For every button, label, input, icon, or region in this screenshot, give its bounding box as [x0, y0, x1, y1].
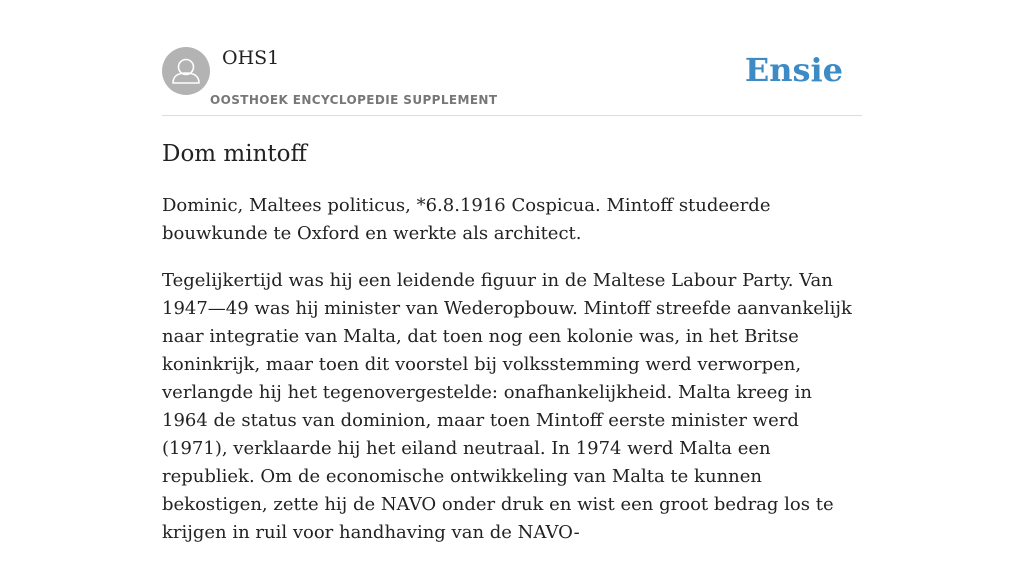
- paragraph: Dominic, Maltees politicus, *6.8.1916 Cospicua. Mintoff studeerde bouwkunde te Oxford en werkte als architect.: [162, 195, 771, 244]
- entry-header: [162, 46, 862, 116]
- paragraph: Tegelijkertijd was hij een leidende figuur in de Maltese Labour Party. Van 1947—49 was hij minister van Wederopbouw. Mintoff streefde aanvankelijk naar integratie van Malta, dat toen nog een kolonie was, in het Britse koninkrijk, maar toen dit voorstel bij volksstemming werd verworpen, verlangde hij het tegenovergestelde: onafhankelijkheid. Malta kreeg in 1964 de status van dominion, maar toen Mintoff eerste minister werd (1971), verklaarde hij het eiland neutraal. In 1974 werd Malta een republiek. Om de economische ontwikkeling van Malta te kunnen bekostigen, zette hij de NAVO onder druk en wist een groot bedrag los te krijgen in ruil voor handhaving van de NAVO-: [162, 270, 852, 543]
- entry-title: Dom mintoff: [162, 141, 307, 167]
- ensie-logo[interactable]: Ensie: [744, 51, 843, 89]
- author-name[interactable]: OHS1: [222, 47, 280, 69]
- source-label: OOSTHOEK ENCYCLOPEDIE SUPPLEMENT: [210, 93, 498, 107]
- entry-content: [162, 192, 862, 566]
- user-icon[interactable]: [162, 47, 210, 95]
